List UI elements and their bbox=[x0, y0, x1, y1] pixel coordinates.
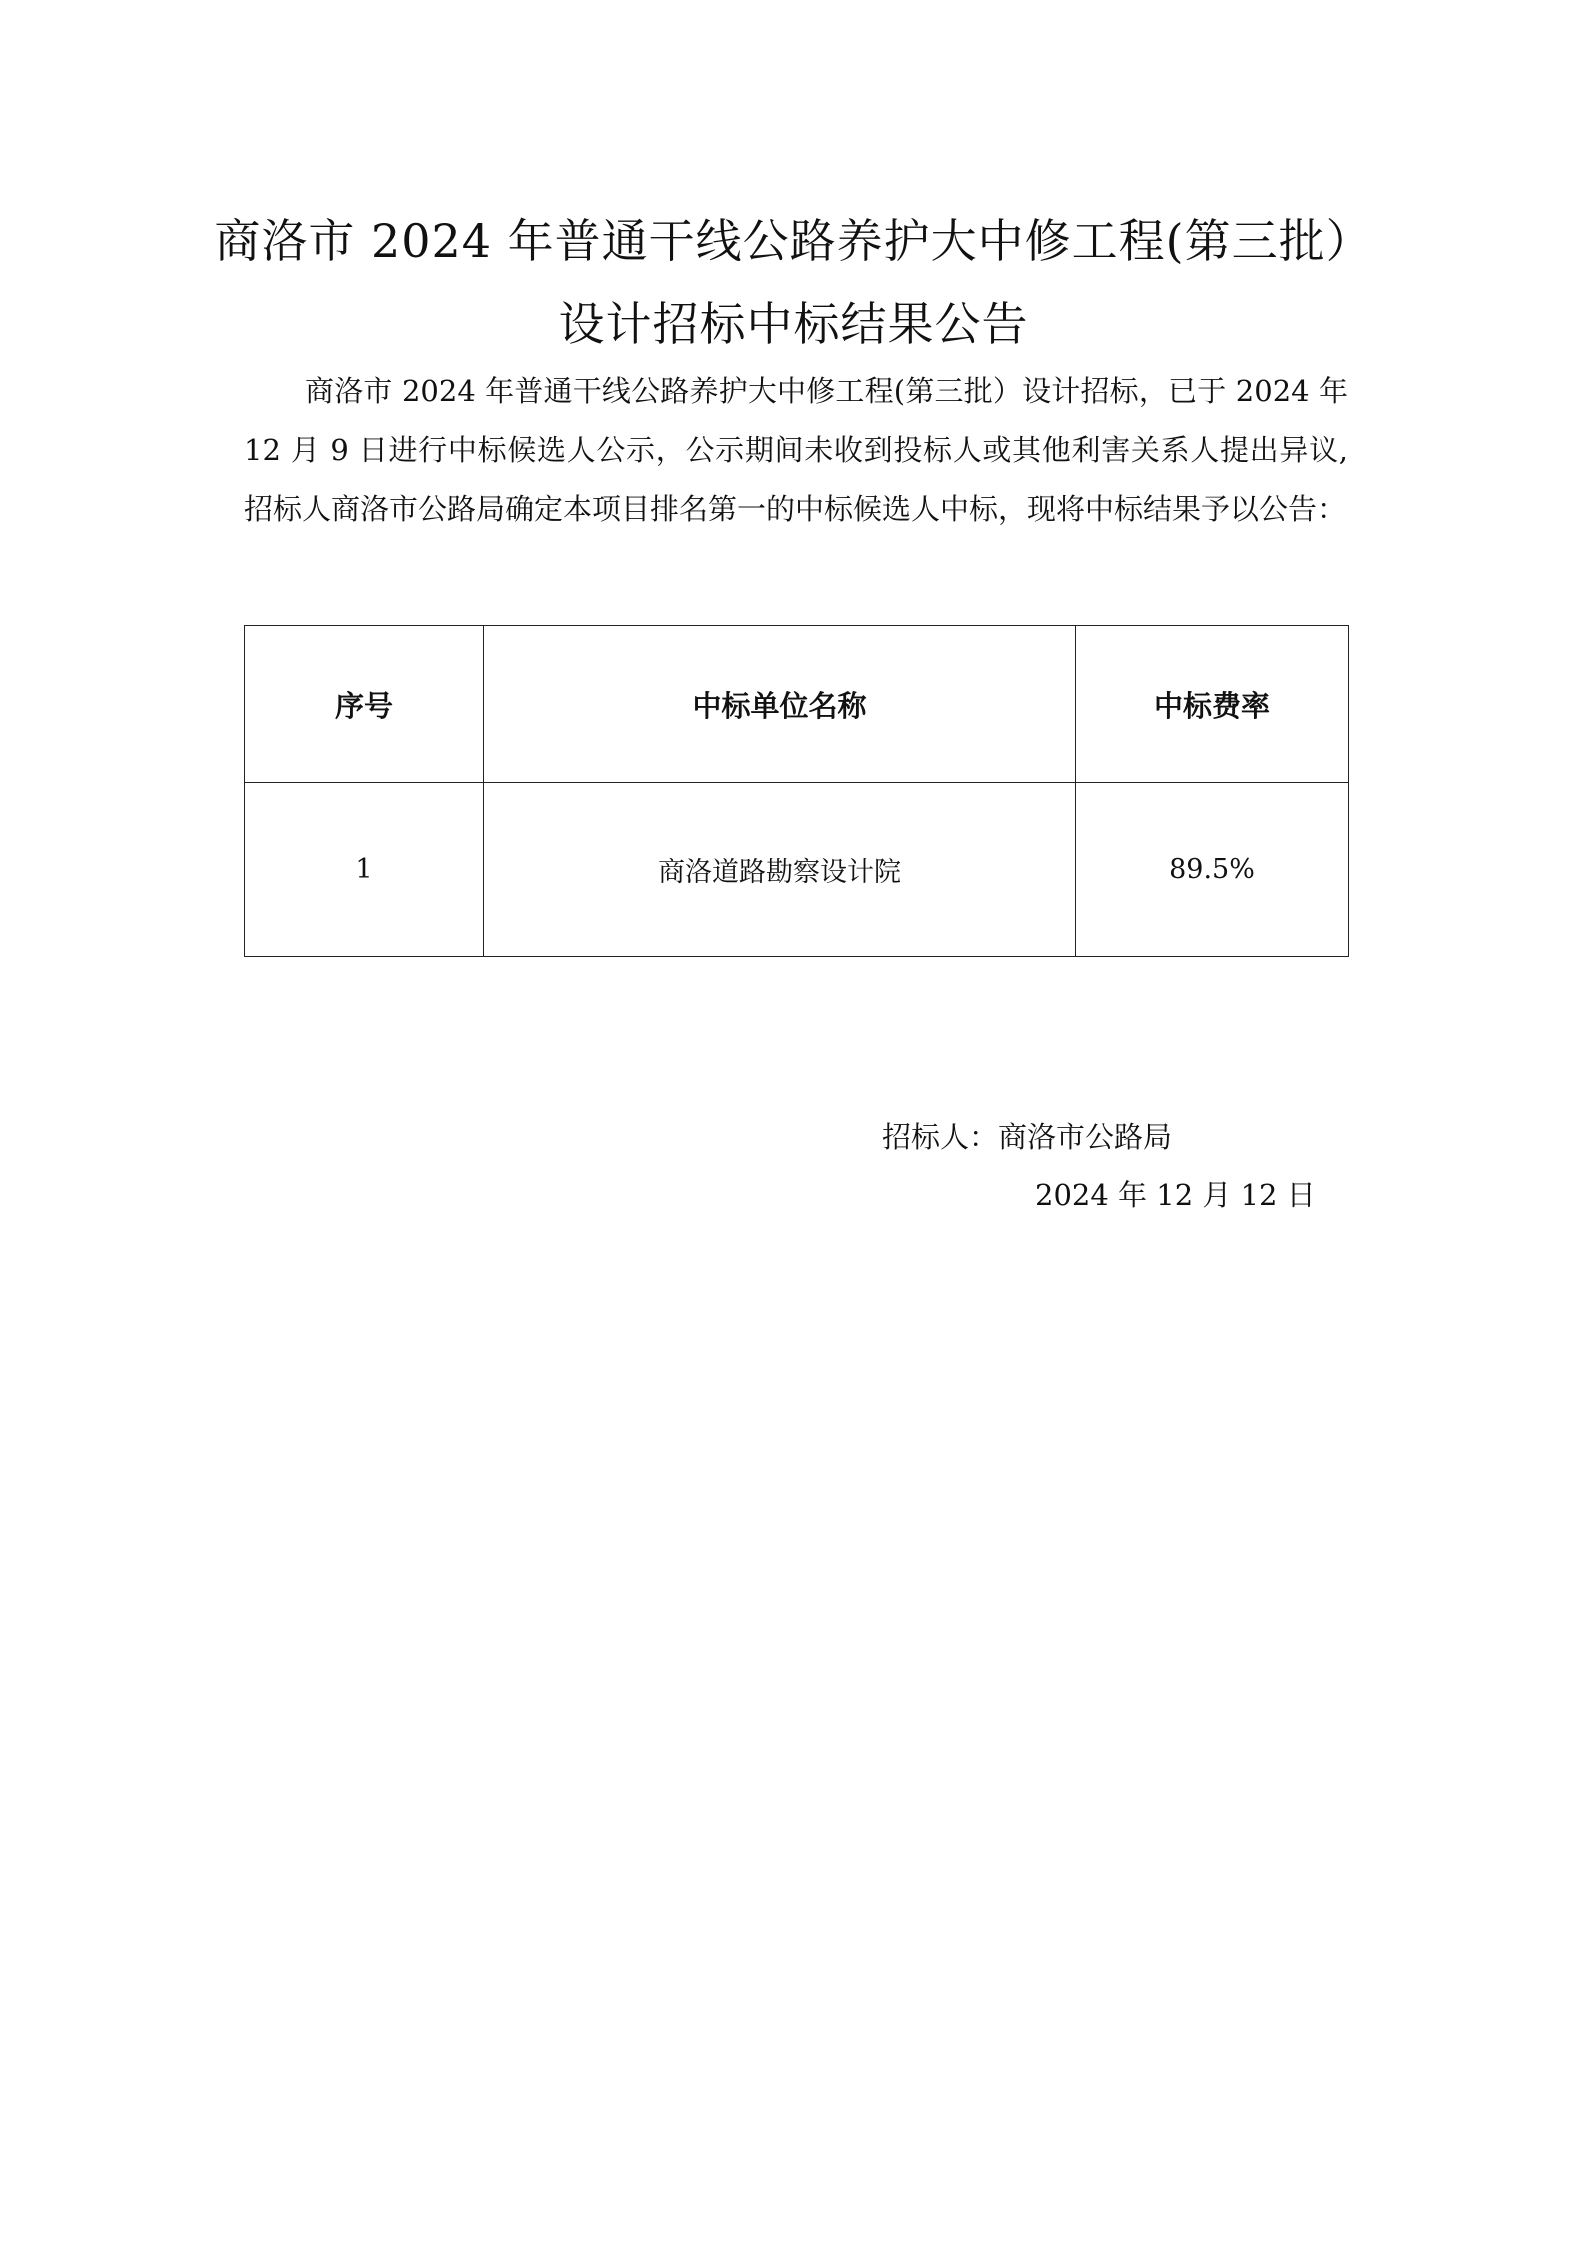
signature-date: 2024 年 12 月 12 日 bbox=[1035, 1178, 1316, 1212]
cell-winning-company: 商洛道路勘察设计院 bbox=[484, 783, 1076, 957]
header-winning-company: 中标单位名称 bbox=[484, 626, 1076, 783]
header-winning-rate: 中标费率 bbox=[1076, 626, 1349, 783]
announcement-paragraph: 商洛市 2024 年普通干线公路养护大中修工程(第三批）设计招标，已于 2024 年 12 月 9 日进行中标候选人公示，公示期间未收到投标人或其他利害关系人提出异议,招标人商洛市公路局确定本项目排名第一的中标候选人中标，现将中标结果予以公告： bbox=[244, 374, 1348, 526]
cell-winning-rate: 89.5% bbox=[1076, 783, 1349, 957]
winning-bid-table bbox=[244, 625, 1349, 957]
cell-serial-number: 1 bbox=[245, 783, 484, 957]
table-header-row bbox=[245, 626, 1349, 783]
tenderer-signature: 招标人：商洛市公路局 bbox=[882, 1120, 1173, 1154]
page-title-line-1: 商洛市 2024 年普通干线公路养护大中修工程(第三批） bbox=[214, 214, 1373, 268]
page-title-line-2: 设计招标中标结果公告 bbox=[558, 297, 1029, 351]
table-row bbox=[245, 783, 1349, 957]
header-serial-number: 序号 bbox=[245, 626, 484, 783]
